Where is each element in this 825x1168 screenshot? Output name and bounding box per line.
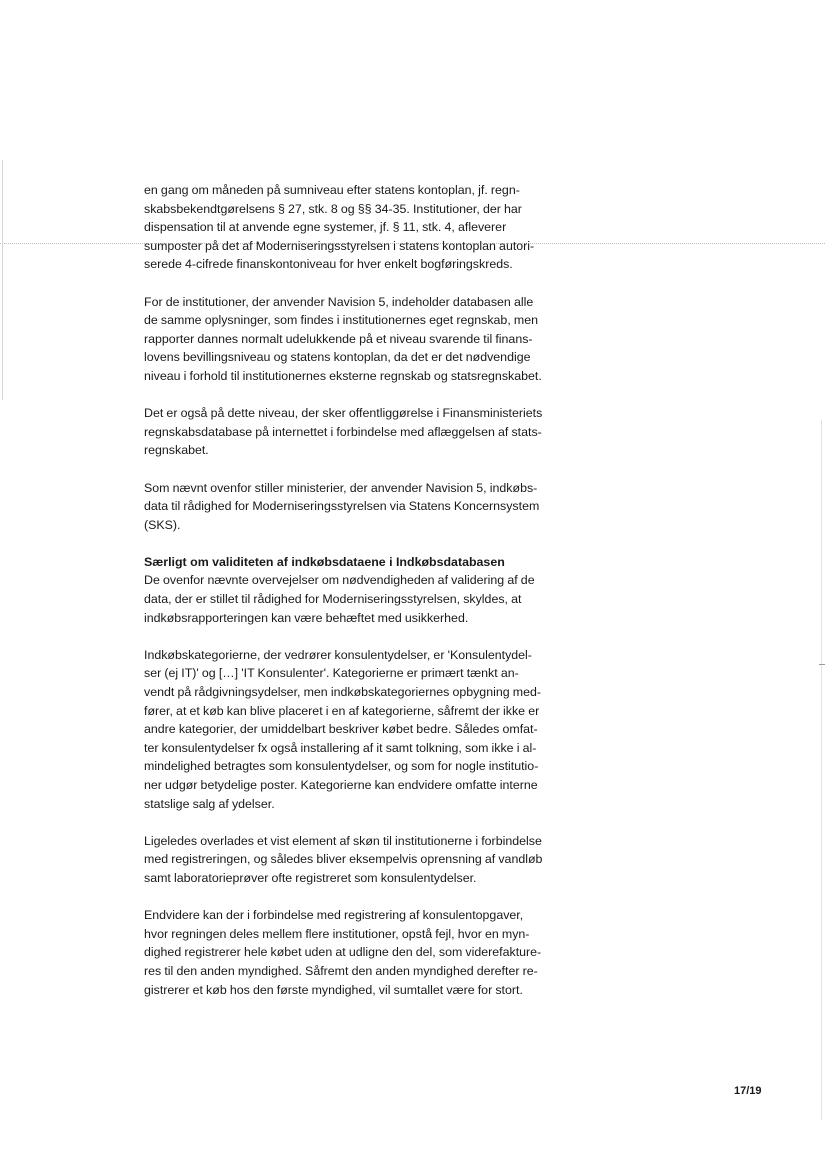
page-number: 17/19 bbox=[734, 1085, 762, 1097]
paragraph-navision-database: For de institutioner, der anvender Navision 5, indeholder databasen alle de samme oplysninger, som findes i institutionernes eget regnskab, men rapporter dannes normalt udelukkende på et niveau svarende til finans- lovens bevillingsniveau og statens kontoplan, da det er det nødvendige niveau i forhold til institutionernes eksterne regnskab og statsregnskabet. bbox=[144, 294, 542, 383]
section-intro-paragraph: De ovenfor nævnte overvejelser om nødvendigheden af validering af de data, der er stillet til rådighed for Moderniseringsstyrelsen, skyldes, at indkøbsrapporteringen kan være behæftet med usikkerhed. bbox=[144, 573, 535, 625]
paragraph-kontoplan: en gang om måneden på sumniveau efter statens kontoplan, jf. regn- skabsbekendtgørelsens § 27, stk. 8 og §§ 34-35. Institutioner, der har dispensation til at anvende egne systemer, jf. § 11, stk. 4, afleverer sumposter på det af Moderniseringsstyrelsen i statens kontoplan autori- serede 4-cifrede finanskontoniveau for hver enkelt bogføringskreds. bbox=[144, 183, 535, 272]
paragraph-indkoebskategorier: Indkøbskategorierne, der vedrører konsulentydelser, er 'Konsulentydel- ser (ej IT)' og […] 'IT Konsulenter'. Kategorierne er primært tænkt an- vendt på rådgivningsydelser, men indkøbskategoriernes opbygning med- fører, at et køb kan blive placeret i en af kategorierne, såfremt der ikke er andre kategorier, der umiddelbart beskriver købet bedre. Således omfat- ter konsulentydelser fx også installering af it samt tolkning, som ikke i al- mindelighed betragtes som konsulentydelser, og som for nogle institutio- ner udgør betydelige poster. Kategorierne kan endvidere omfatte interne statslige salg af ydelser. bbox=[144, 647, 541, 811]
paragraph-offentliggoerelse: Det er også på dette niveau, der sker offentliggørelse i Finansministeriets regnskabsdatabase på internettet i forbindelse med aflæggelsen af stats- regnskabet. bbox=[144, 406, 543, 458]
scan-margin-tick bbox=[819, 664, 825, 665]
paragraph-fejl-registrering: Endvidere kan der i forbindelse med registrering af konsulentopgaver, hvor regningen deles mellem flere institutioner, opstå fejl, hvor en myn- dighed registrerer hele købet uden at udligne den del, som viderefakture- res til den anden myndighed. Såfremt den anden myndighed derefter re- gistrerer et køb hos den første myndighed, vil sumtallet være for stort. bbox=[144, 908, 542, 997]
scan-left-edge bbox=[2, 160, 3, 400]
paragraph-skoen: Ligeledes overlades et vist element af skøn til institutionerne i forbindelse med registreringen, og således bliver eksempelvis oprensning af vandløb samt laboratorieprøver ofte registreret som konsulentydelser. bbox=[144, 833, 543, 885]
paragraph-sks: Som nævnt ovenfor stiller ministerier, der anvender Navision 5, indkøbs- data til rådighed for Moderniseringsstyrelsen via Statens Koncernsystem (SKS). bbox=[144, 480, 540, 532]
section-validity bbox=[144, 553, 584, 627]
section-heading: Særligt om validiteten af indkøbsdataene i Indkøbsdatabasen bbox=[144, 554, 505, 569]
body-text bbox=[144, 181, 584, 1018]
scan-right-edge bbox=[821, 420, 822, 1120]
